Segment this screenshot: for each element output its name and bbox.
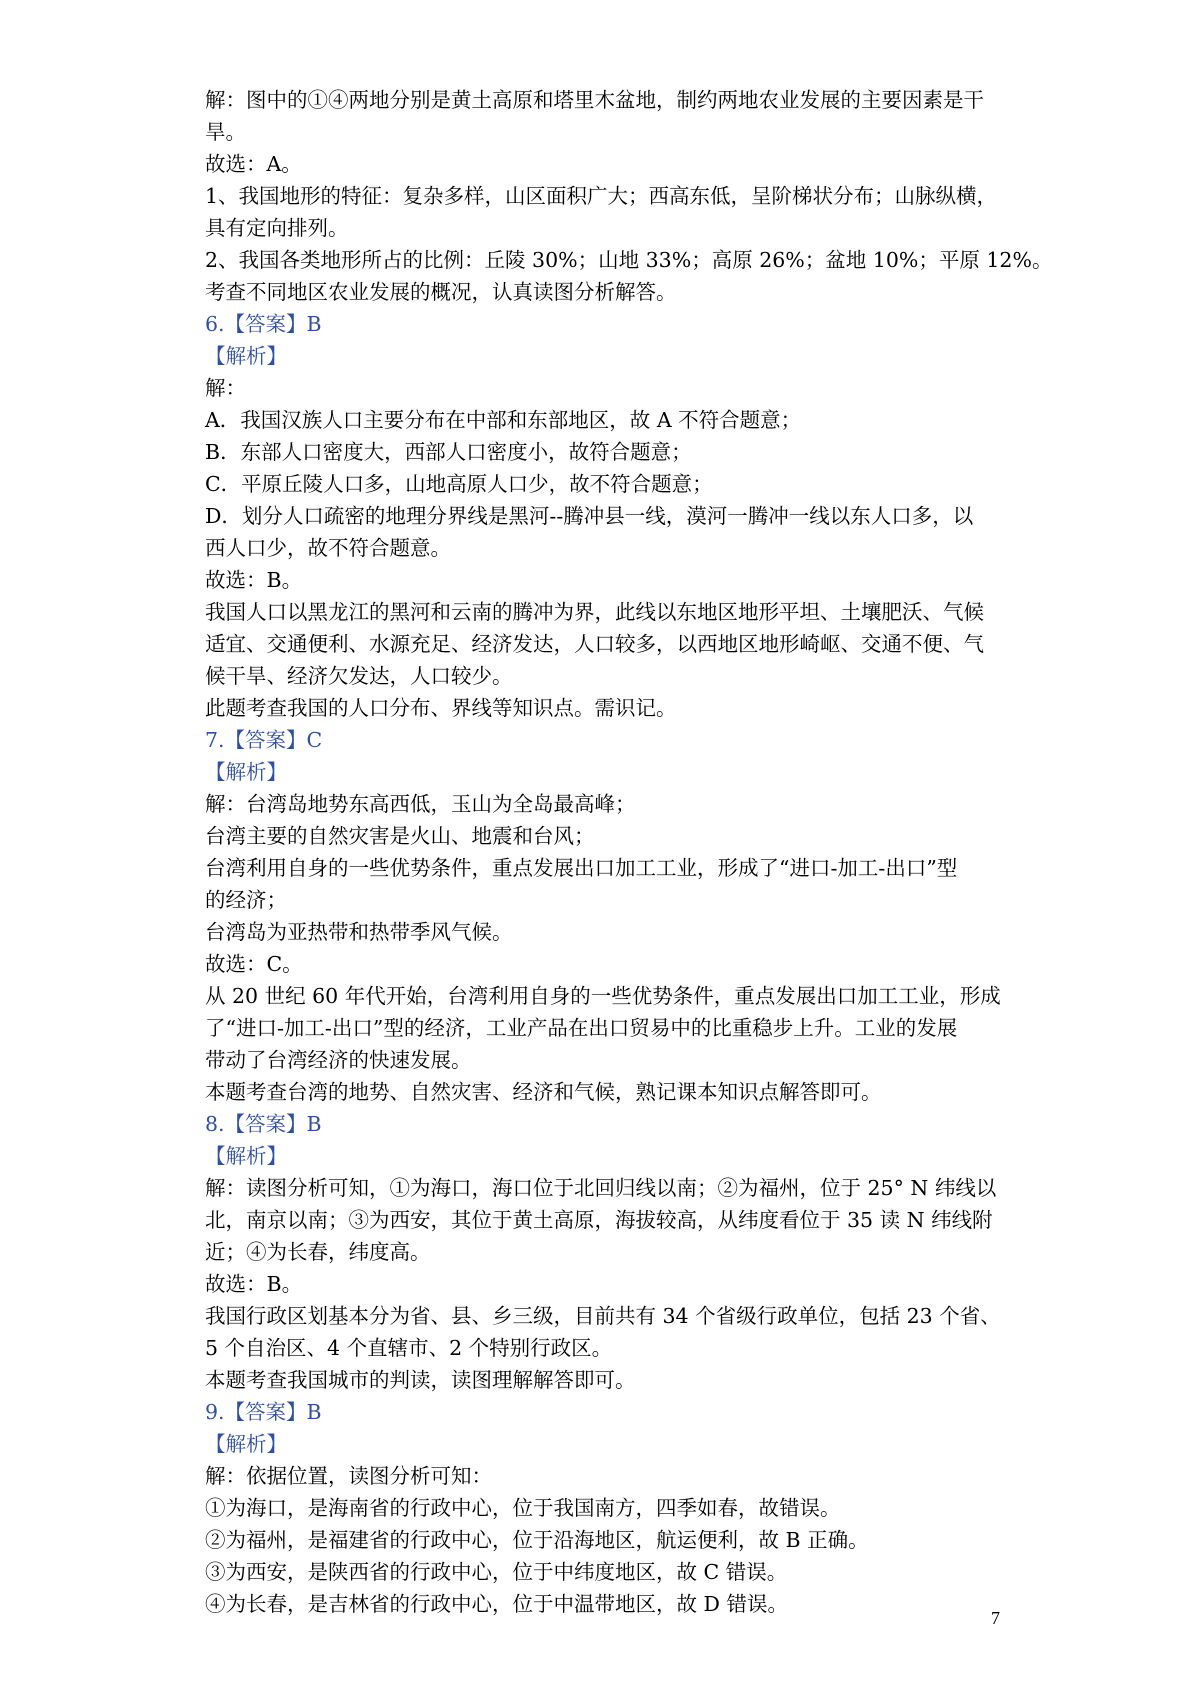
answer-heading-8: 8.【答案】B (205, 1112, 322, 1136)
text-line: 解：依据位置，读图分析可知： (205, 1464, 492, 1488)
text-line: 北，南京以南；③为西安，其位于黄土高原，海拔较高，从纬度看位于 35 读 N 纬线附 (205, 1208, 993, 1232)
text-line: 从 20 世纪 60 年代开始，台湾利用自身的一些优势条件，重点发展出口加工工业，形成 (205, 984, 1001, 1008)
analysis-heading-9: 【解析】 (205, 1432, 287, 1456)
text-line: 带动了台湾经济的快速发展。 (205, 1048, 472, 1072)
text-line: C．平原丘陵人口多，山地高原人口少，故不符合题意； (205, 472, 713, 496)
text-line: 故选：C。 (205, 952, 303, 976)
text-line: 旱。 (205, 120, 246, 144)
text-line: 解：图中的①④两地分别是黄土高原和塔里木盆地，制约两地农业发展的主要因素是干 (205, 88, 984, 112)
text-line: 2、我国各类地形所占的比例：丘陵 30%；山地 33%；高原 26%；盆地 10%；平原 12%。 (205, 248, 1053, 272)
text-line: 适宜、交通便利、水源充足、经济发达，人口较多，以西地区地形崎岖、交通不便、气 (205, 632, 984, 656)
text-line: 了“进口-加工-出口”型的经济，工业产品在出口贸易中的比重稳步上升。工业的发展 (205, 1016, 958, 1040)
answer-heading-6: 6.【答案】B (205, 312, 322, 336)
analysis-heading-6: 【解析】 (205, 344, 287, 368)
text-line: 故选：B。 (205, 1272, 303, 1296)
text-line: A．我国汉族人口主要分布在中部和东部地区，故 A 不符合题意； (205, 408, 802, 432)
text-line: 5 个自治区、4 个直辖市、2 个特别行政区。 (205, 1336, 613, 1360)
text-line: ③为西安，是陕西省的行政中心，位于中纬度地区，故 C 错误。 (205, 1560, 788, 1584)
text-line: ①为海口，是海南省的行政中心，位于我国南方，四季如春，故错误。 (205, 1496, 841, 1520)
text-line: 近；④为长春，纬度高。 (205, 1240, 431, 1264)
text-line: 的经济； (205, 888, 287, 912)
text-line: 我国行政区划基本分为省、县、乡三级，目前共有 34 个省级行政单位，包括 23 个省、 (205, 1304, 1001, 1328)
text-line: 候干旱、经济欠发达，人口较少。 (205, 664, 513, 688)
text-line: ④为长春，是吉林省的行政中心，位于中温带地区，故 D 错误。 (205, 1592, 788, 1616)
document-body (205, 84, 1053, 1620)
text-line: 此题考查我国的人口分布、界线等知识点。需识记。 (205, 696, 677, 720)
text-line: 本题考查我国城市的判读，读图理解解答即可。 (205, 1368, 636, 1392)
page-number: 7 (991, 1608, 1000, 1628)
text-line: 台湾岛为亚热带和热带季风气候。 (205, 920, 513, 944)
text-line: 台湾主要的自然灾害是火山、地震和台风； (205, 824, 595, 848)
text-line: 解：台湾岛地势东高西低，玉山为全岛最高峰； (205, 792, 636, 816)
analysis-heading-8: 【解析】 (205, 1144, 287, 1168)
text-line: 故选：B。 (205, 568, 303, 592)
text-line: 1、我国地形的特征：复杂多样，山区面积广大；西高东低，呈阶梯状分布；山脉纵横， (205, 184, 998, 208)
text-line: 台湾利用自身的一些优势条件，重点发展出口加工工业，形成了“进口-加工-出口”型 (205, 856, 958, 880)
text-line: 考查不同地区农业发展的概况，认真读图分析解答。 (205, 280, 677, 304)
text-line: B．东部人口密度大，西部人口密度小，故符合题意； (205, 440, 692, 464)
text-line: D．划分人口疏密的地理分界线是黑河--腾冲县一线，漠河一腾冲一线以东人口多，以 (205, 504, 974, 528)
text-line: 我国人口以黑龙江的黑河和云南的腾冲为界，此线以东地区地形平坦、土壤肥沃、气候 (205, 600, 984, 624)
text-line: 解：读图分析可知，①为海口，海口位于北回归线以南；②为福州，位于 25° N 纬线以 (205, 1176, 997, 1200)
analysis-heading-7: 【解析】 (205, 760, 287, 784)
text-line: 解： (205, 376, 246, 400)
text-line: 西人口少，故不符合题意。 (205, 536, 451, 560)
answer-heading-9: 9.【答案】B (205, 1400, 322, 1424)
text-line: 具有定向排列。 (205, 216, 349, 240)
text-line: 故选：A。 (205, 152, 302, 176)
answer-heading-7: 7.【答案】C (205, 728, 323, 752)
text-line: 本题考查台湾的地势、自然灾害、经济和气候，熟记课本知识点解答即可。 (205, 1080, 882, 1104)
text-line: ②为福州，是福建省的行政中心，位于沿海地区，航运便利，故 B 正确。 (205, 1528, 869, 1552)
